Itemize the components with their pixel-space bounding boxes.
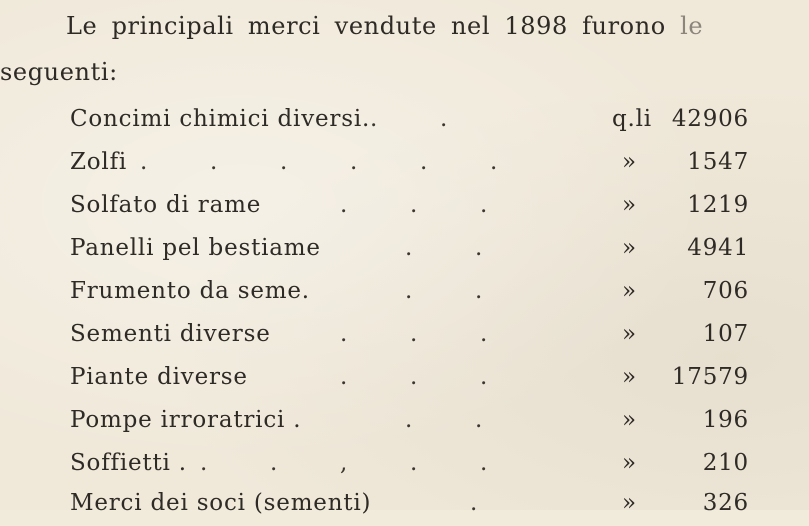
goods-name: Piante diverse: [70, 364, 248, 390]
goods-quantity: 196: [702, 407, 749, 433]
goods-unit: »: [622, 364, 637, 390]
goods-name: Soffietti .: [70, 450, 187, 476]
goods-name: Pompe irroratrici .: [70, 407, 302, 433]
goods-unit: »: [622, 450, 637, 476]
goods-name: Sementi diverse: [70, 321, 271, 347]
goods-unit: »: [622, 235, 637, 261]
intro-line-1-tail: le: [680, 12, 704, 40]
goods-row: [0, 278, 809, 314]
dot-leaders: . .: [405, 407, 483, 433]
goods-quantity: 4941: [687, 235, 749, 261]
goods-quantity: 107: [702, 321, 749, 347]
goods-quantity: 210: [702, 450, 749, 476]
intro-line-1: [66, 12, 703, 40]
dot-leaders: . .: [405, 278, 483, 304]
dot-leaders: . . .: [340, 321, 488, 347]
goods-name: Concimi chimici diversi.: [70, 106, 371, 132]
goods-quantity: 326: [702, 490, 749, 516]
goods-name: Zolfi: [70, 149, 128, 175]
goods-row: [0, 192, 809, 228]
goods-unit: »: [622, 321, 637, 347]
intro-line-2: seguenti:: [0, 58, 118, 86]
goods-quantity: 17579: [671, 364, 749, 390]
goods-row: [0, 149, 809, 185]
goods-row: [0, 235, 809, 271]
goods-row: [0, 364, 809, 400]
goods-name: Frumento da seme.: [70, 278, 310, 304]
goods-quantity: 42906: [671, 106, 749, 132]
dot-leaders: .: [470, 490, 478, 516]
dot-leaders: . . . . . .: [140, 149, 498, 175]
dot-leaders: . . .: [340, 364, 488, 390]
goods-unit: »: [622, 490, 637, 516]
goods-row: [0, 450, 809, 486]
goods-quantity: 1219: [687, 192, 749, 218]
goods-row: [0, 490, 809, 526]
goods-row: [0, 321, 809, 357]
dot-leaders: . . , . .: [200, 450, 488, 476]
dot-leaders: . . .: [340, 192, 488, 218]
goods-name: Solfato di rame: [70, 192, 262, 218]
goods-row: [0, 407, 809, 443]
goods-unit: »: [622, 278, 637, 304]
goods-name: Panelli pel bestiame: [70, 235, 321, 261]
goods-row: [0, 106, 809, 142]
intro-line-1-text: Le principali merci vendute nel 1898 furono: [66, 12, 666, 40]
goods-unit: q.li: [612, 106, 652, 132]
dot-leaders: . .: [405, 235, 483, 261]
goods-unit: »: [622, 192, 637, 218]
goods-unit: »: [622, 407, 637, 433]
goods-name: Merci dei soci (sementi): [70, 490, 372, 516]
dot-leaders: . .: [370, 106, 448, 132]
goods-quantity: 1547: [687, 149, 749, 175]
goods-unit: »: [622, 149, 637, 175]
goods-quantity: 706: [702, 278, 749, 304]
